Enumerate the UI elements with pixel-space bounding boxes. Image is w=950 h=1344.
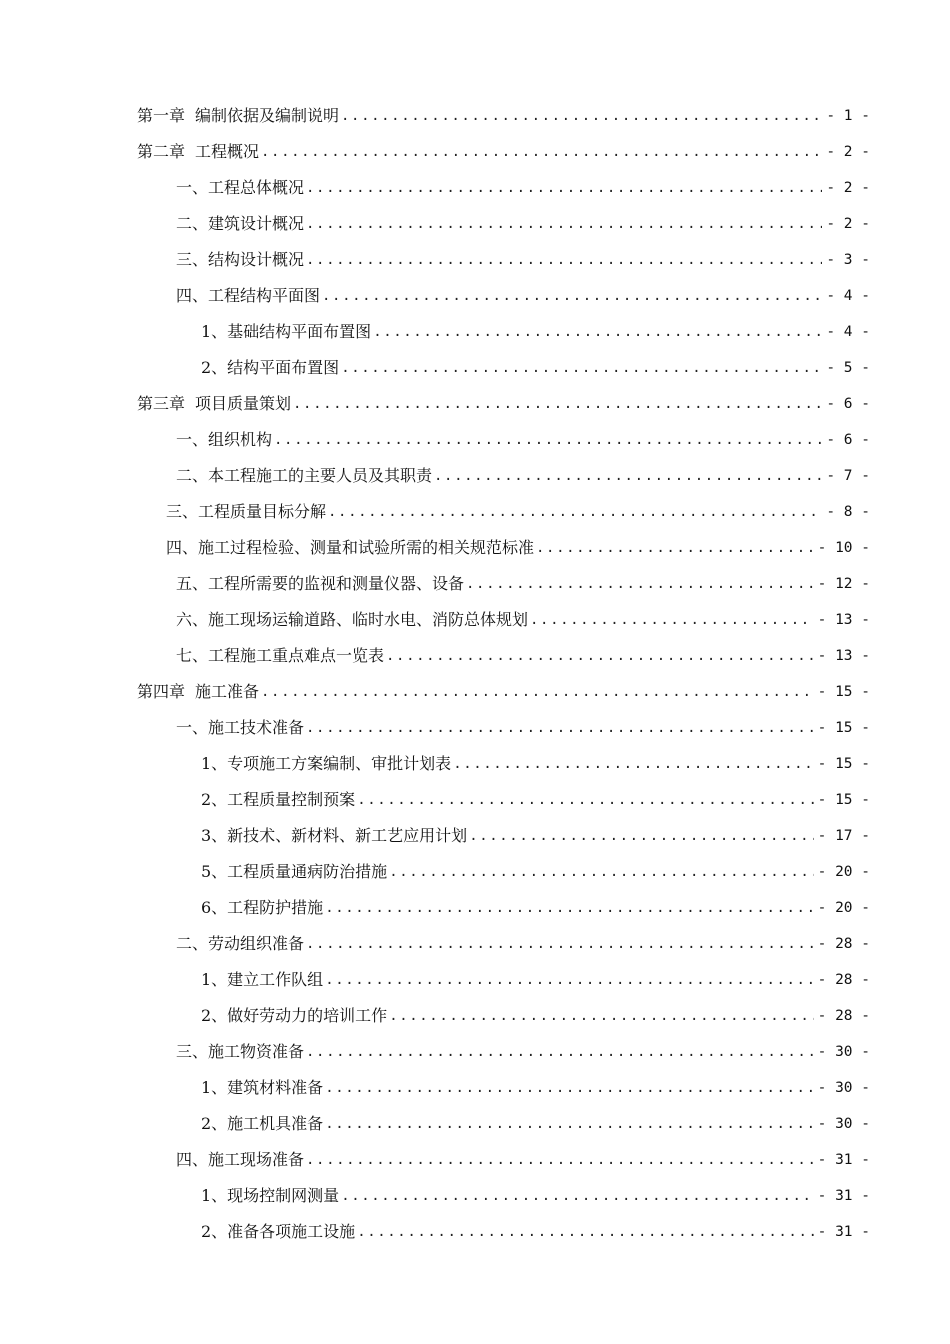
dot-leader [453,746,813,782]
toc-page-number: - 20 - [814,890,870,926]
toc-entry-text: 二、建筑设计概况 [176,214,305,233]
toc-entry-text: 2、结构平面布置图 [201,358,340,377]
dot-leader [325,1106,813,1142]
toc-subsection-entry[interactable] [0,998,950,1034]
dot-leader [306,1034,814,1070]
toc-entry-title [137,674,261,710]
dot-leader [373,314,822,350]
toc-entry-title [166,494,328,530]
dot-leader [306,1142,814,1178]
toc-entry-title [176,458,434,494]
toc-section-entry[interactable] [0,710,950,746]
toc-page-number: - 3 - [822,242,870,278]
toc-entry-title [201,1178,341,1214]
toc-section-entry[interactable] [0,566,950,602]
toc-entry-title [201,998,389,1034]
dot-leader [341,1178,813,1214]
dot-leader [357,782,813,818]
toc-entry-text: 四、工程结构平面图 [176,286,321,305]
toc-entry-text: 二、劳动组织准备 [176,934,305,953]
toc-section-entry[interactable] [0,242,950,278]
toc-chapter-number: 第一章 [137,106,186,125]
toc-page-number: - 28 - [814,962,870,998]
toc-entry-title [176,242,306,278]
toc-entry-title [176,1034,306,1070]
dot-leader [306,926,814,962]
toc-page-number: - 1 - [822,98,870,134]
toc-page-number: - 4 - [822,314,870,350]
toc-entry-title [201,962,325,998]
toc-entry-title [201,350,341,386]
dot-leader [322,278,822,314]
toc-subsection-entry[interactable] [0,818,950,854]
toc-section-entry[interactable] [0,602,950,638]
toc-section-entry[interactable] [0,170,950,206]
toc-entry-text: 四、施工过程检验、测量和试验所需的相关规范标准 [166,538,535,557]
toc-subsection-entry[interactable] [0,1070,950,1106]
toc-page-number: - 13 - [814,638,870,674]
toc-entry-title [201,818,469,854]
toc-page-number: - 10 - [814,530,870,566]
toc-subsection-entry[interactable] [0,746,950,782]
toc-entry-text: 1、基础结构平面布置图 [201,322,372,341]
dot-leader [341,98,822,134]
toc-subsection-entry[interactable] [0,962,950,998]
toc-page-number: - 5 - [822,350,870,386]
toc-section-entry[interactable] [0,458,950,494]
toc-subsection-entry[interactable] [0,782,950,818]
toc-entry-title [176,602,530,638]
dot-leader [469,818,813,854]
toc-chapter-entry[interactable] [0,674,950,710]
toc-page-number: - 30 - [814,1070,870,1106]
toc-page-number: - 8 - [822,494,870,530]
dot-leader [530,602,814,638]
toc-entry-text: 2、施工机具准备 [201,1114,324,1133]
toc-page-number: - 20 - [814,854,870,890]
toc-entry-text: 3、新技术、新材料、新工艺应用计划 [201,826,468,845]
toc-page-number: - 31 - [814,1214,870,1250]
toc-entry-title [176,170,306,206]
toc-entry-text: 三、结构设计概况 [176,250,305,269]
toc-entry-title [201,782,357,818]
dot-leader [328,494,822,530]
dot-leader [306,170,822,206]
toc-page-number: - 15 - [814,674,870,710]
toc-subsection-entry[interactable] [0,1214,950,1250]
toc-page-number: - 15 - [814,746,870,782]
toc-page-number: - 31 - [814,1178,870,1214]
toc-subsection-entry[interactable] [0,1106,950,1142]
toc-entry-title [201,1070,325,1106]
toc-page-number: - 2 - [822,170,870,206]
toc-subsection-entry[interactable] [0,314,950,350]
dot-leader [386,638,814,674]
toc-page-number: - 7 - [822,458,870,494]
toc-entry-title [176,1142,306,1178]
toc-page-number: - 15 - [814,782,870,818]
toc-page-number: - 30 - [814,1106,870,1142]
toc-chapter-number: 第二章 [137,142,186,161]
toc-entry-title [176,206,306,242]
dot-leader [274,422,822,458]
toc-entry-text: 六、施工现场运输道路、临时水电、消防总体规划 [176,610,529,629]
toc-section-entry[interactable] [0,530,950,566]
toc-entry-title [176,710,306,746]
dot-leader [261,674,814,710]
toc-page-number: - 2 - [822,134,870,170]
toc-chapter-number: 第三章 [137,394,186,413]
toc-entry-title [166,530,536,566]
toc-entry-text: 三、工程质量目标分解 [166,502,327,521]
dot-leader [389,854,813,890]
toc-entry-title [201,1214,357,1250]
toc-section-entry[interactable] [0,278,950,314]
toc-entry-text: 1、建筑材料准备 [201,1078,324,1097]
toc-entry-text: 二、本工程施工的主要人员及其职责 [176,466,433,485]
toc-entry-text: 七、工程施工重点难点一览表 [176,646,385,665]
toc-entry-text: 四、施工现场准备 [176,1150,305,1169]
toc-entry-title [176,422,274,458]
toc-entry-text: 工程概况 [195,142,260,161]
toc-section-entry[interactable] [0,1142,950,1178]
toc-chapter-entry[interactable] [0,386,950,422]
toc-chapter-entry[interactable] [0,98,950,134]
toc-entry-title [176,566,466,602]
toc-entry-title [137,98,341,134]
toc-section-entry[interactable] [0,206,950,242]
toc-entry-text: 一、组织机构 [176,430,273,449]
toc-entry-text: 1、专项施工方案编制、审批计划表 [201,754,452,773]
toc-page-number: - 17 - [814,818,870,854]
dot-leader [434,458,822,494]
toc-page-number: - 12 - [814,566,870,602]
toc-entry-text: 项目质量策划 [195,394,292,413]
toc-subsection-entry[interactable] [0,854,950,890]
toc-subsection-entry[interactable] [0,350,950,386]
toc-entry-text: 编制依据及编制说明 [195,106,340,125]
toc-page-number: - 2 - [822,206,870,242]
toc-entry-text: 2、工程质量控制预案 [201,790,356,809]
toc-entry-text: 1、现场控制网测量 [201,1186,340,1205]
toc-page-number: - 30 - [814,1034,870,1070]
toc-section-entry[interactable] [0,1034,950,1070]
dot-leader [306,206,822,242]
toc-entry-text: 5、工程质量通病防治措施 [201,862,388,881]
dot-leader [325,962,813,998]
toc-subsection-entry[interactable] [0,890,950,926]
toc-page-number: - 28 - [814,926,870,962]
toc-entry-title [201,890,325,926]
toc-entry-text: 一、施工技术准备 [176,718,305,737]
toc-section-entry[interactable] [0,494,950,530]
toc-entry-text: 五、工程所需要的监视和测量仪器、设备 [176,574,465,593]
table-of-contents [0,98,950,1250]
toc-entry-title [176,278,322,314]
toc-page-number: - 28 - [814,998,870,1034]
toc-entry-title [176,926,306,962]
toc-page-number: - 31 - [814,1142,870,1178]
toc-entry-text: 施工准备 [195,682,260,701]
toc-page-number: - 15 - [814,710,870,746]
toc-section-entry[interactable] [0,638,950,674]
toc-entry-text: 2、准备各项施工设施 [201,1222,356,1241]
toc-entry-text: 2、做好劳动力的培训工作 [201,1006,388,1025]
dot-leader [466,566,814,602]
dot-leader [306,242,822,278]
dot-leader [357,1214,813,1250]
toc-page-number: - 6 - [822,386,870,422]
toc-section-entry[interactable] [0,926,950,962]
toc-entry-title [201,314,373,350]
dot-leader [325,1070,813,1106]
toc-entry-title [201,854,389,890]
toc-section-entry[interactable] [0,422,950,458]
toc-entry-title [201,1106,325,1142]
dot-leader [261,134,822,170]
dot-leader [306,710,814,746]
toc-chapter-number: 第四章 [137,682,186,701]
toc-chapter-entry[interactable] [0,134,950,170]
dot-leader [325,890,813,926]
toc-entry-text: 6、工程防护措施 [201,898,324,917]
toc-entry-title [201,746,453,782]
dot-leader [341,350,822,386]
toc-entry-text: 一、工程总体概况 [176,178,305,197]
toc-entry-title [137,134,261,170]
dot-leader [389,998,813,1034]
toc-entry-text: 三、施工物资准备 [176,1042,305,1061]
toc-entry-title [176,638,386,674]
toc-page-number: - 4 - [822,278,870,314]
toc-entry-title [137,386,293,422]
toc-subsection-entry[interactable] [0,1178,950,1214]
toc-entry-text: 1、建立工作队组 [201,970,324,989]
toc-page-number: - 6 - [822,422,870,458]
toc-page-number: - 13 - [814,602,870,638]
dot-leader [536,530,814,566]
dot-leader [293,386,822,422]
